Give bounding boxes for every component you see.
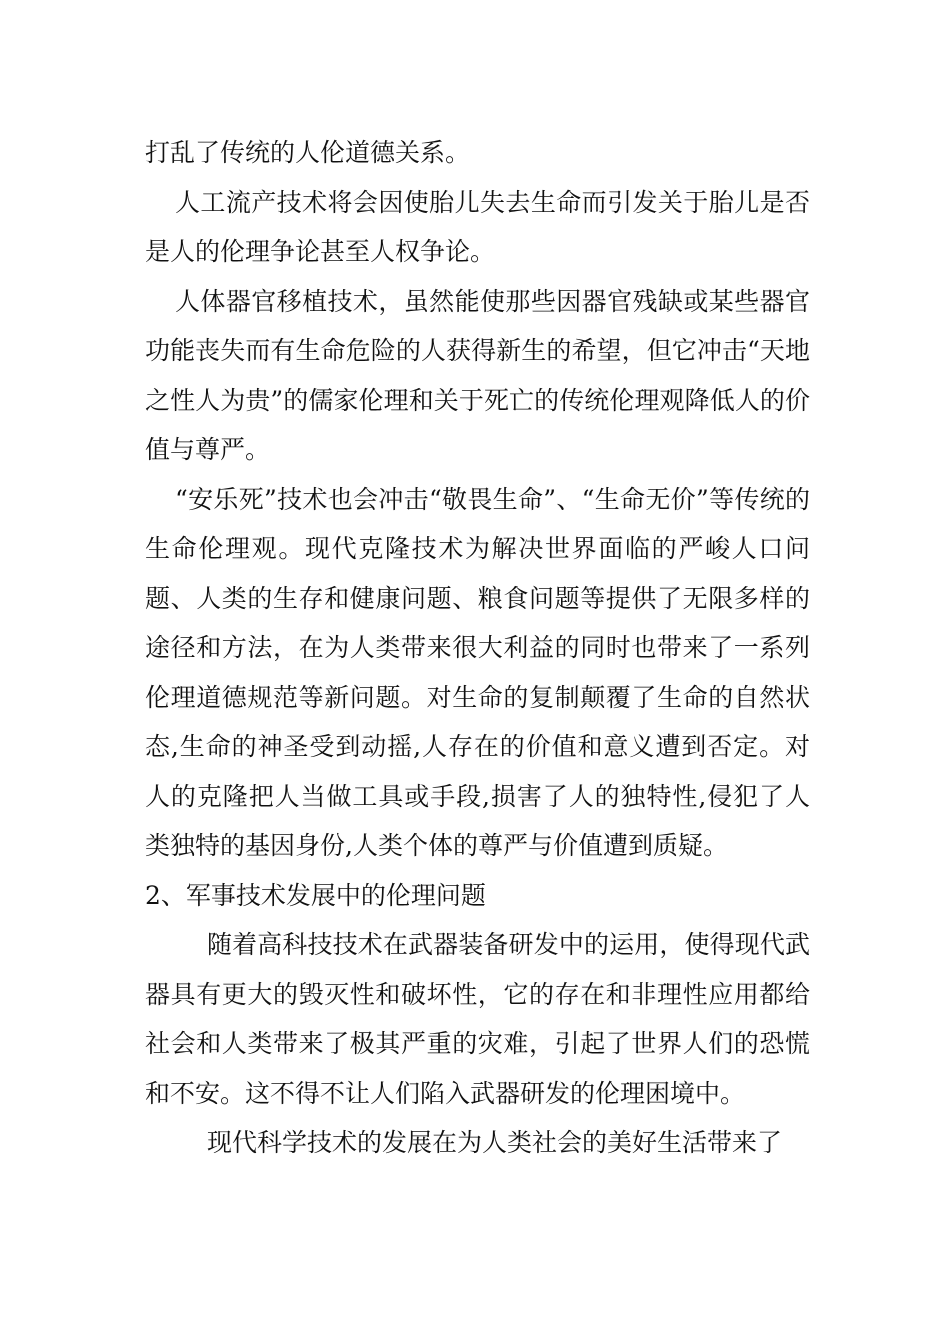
section-heading: 2、军事技术发展中的伦理问题 [145,880,486,910]
paragraph-continuation: 打乱了传统的人伦道德关系。 [145,138,471,167]
paragraph-abortion: 人工流产技术将会因使胎儿失去生命而引发关于胎儿是否是人的伦理争论甚至人权争论。 [145,187,810,266]
paragraph-euthanasia-cloning: “安乐死”技术也会冲击“敬畏生命”、“生命无价”等传统的生命伦理观。现代克隆技术为解决世界面临的严峻人口问题、人类的生存和健康问题、粮食问题等提供了无限多样的途径和方法，在为人类带来很大利益的同时也带来了一系列伦理道德规范等新问题。对生命的复制颠覆了生命的自然状态,生命的神圣受到动摇,人存在的价值和意义遭到否定。对人的克隆把人当做工具或手段,损害了人的独特性,侵犯了人类独特的基因身份,人类个体的尊严与价值遭到质疑。 [145,484,810,860]
paragraph-modern-science: 现代科学技术的发展在为人类社会的美好生活带来了 [207,1128,783,1157]
paragraph-weapons: 随着高科技技术在武器装备研发中的运用，使得现代武器具有更大的毁灭性和破坏性，它的存在和非理性应用都给社会和人类带来了极其严重的灾难，引起了世界人们的恐慌和不安。这不得不让人们陷入武器研发的伦理困境中。 [145,930,810,1108]
document-page [145,128,810,1168]
paragraph-organ-transplant: 人体器官移植技术，虽然能使那些因器官残缺或某些器官功能丧失而有生命危险的人获得新生的希望，但它冲击“天地之性人为贵”的儒家伦理和关于死亡的传统伦理观降低人的价值与尊严。 [145,286,810,464]
